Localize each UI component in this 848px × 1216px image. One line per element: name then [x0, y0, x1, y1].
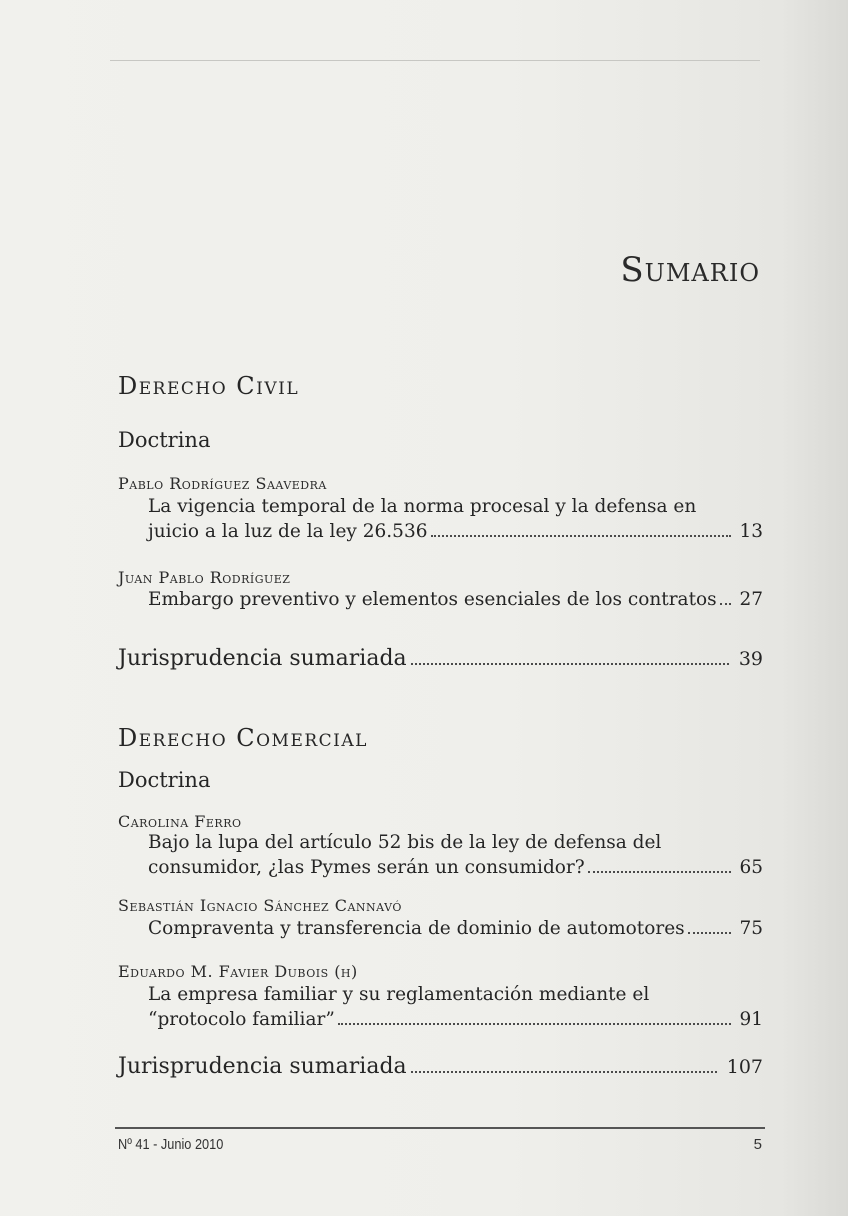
subheading-doctrina-civil: Doctrina — [118, 428, 211, 452]
page-number: 107 — [726, 1056, 763, 1078]
author-name: Juan Pablo Rodríguez — [118, 568, 291, 587]
entry-title-line: Bajo la lupa del artículo 52 bis de la ley de defensa del — [148, 832, 662, 853]
author-name: Sebastián Ignacio Sánchez Cannavó — [118, 896, 402, 915]
dot-leader — [411, 1071, 717, 1073]
dot-leader — [431, 535, 732, 537]
entry-title-line: consumidor, ¿las Pymes serán un consumidor? — [148, 857, 585, 878]
page-number: 65 — [739, 857, 763, 878]
header-rule — [110, 60, 760, 61]
author-name: Pablo Rodríguez Saavedra — [118, 474, 327, 493]
page-number: 27 — [739, 589, 763, 610]
toc-entry[interactable] — [148, 494, 763, 544]
footer-issue: Nº 41 - Junio 2010 — [118, 1136, 224, 1153]
section-heading-comercial: Derecho Comercial — [118, 724, 368, 752]
page-title: Sumario — [620, 250, 760, 290]
dot-leader — [411, 663, 729, 665]
author-name: Eduardo M. Favier Dubois (h) — [118, 962, 358, 981]
author-name: Carolina Ferro — [118, 812, 242, 831]
toc-entry[interactable] — [148, 830, 763, 880]
footer-page-number: 5 — [753, 1136, 762, 1153]
footer-rule — [115, 1127, 765, 1129]
dot-leader — [588, 871, 732, 873]
entry-title: Jurisprudencia sumariada — [118, 1054, 407, 1079]
entry-title: Jurisprudencia sumariada — [118, 646, 407, 671]
dot-leader — [688, 932, 732, 934]
toc-entry[interactable] — [148, 982, 763, 1032]
toc-entry-jurisprudencia[interactable] — [118, 1054, 763, 1079]
entry-title-line: juicio a la luz de la ley 26.536 — [148, 521, 428, 542]
entry-title-line: “protocolo familiar” — [148, 1009, 335, 1030]
page-number: 39 — [738, 648, 763, 670]
entry-title-line: Compraventa y transferencia de dominio de automotores — [148, 918, 685, 939]
toc-entry-jurisprudencia[interactable] — [118, 646, 763, 671]
dot-leader — [720, 603, 732, 605]
page-number: 13 — [739, 521, 763, 542]
dot-leader — [338, 1023, 732, 1025]
toc-entry[interactable] — [148, 587, 763, 612]
toc-entry[interactable] — [148, 916, 763, 941]
page-number: 91 — [739, 1009, 763, 1030]
entry-title-line: Embargo preventivo y elementos esenciales de los contratos — [148, 589, 717, 610]
subheading-doctrina-comercial: Doctrina — [118, 768, 211, 792]
page-number: 75 — [739, 918, 763, 939]
section-heading-civil: Derecho Civil — [118, 372, 300, 400]
entry-title-line: La vigencia temporal de la norma procesal y la defensa en — [148, 496, 697, 517]
entry-title-line: La empresa familiar y su reglamentación mediante el — [148, 984, 650, 1005]
